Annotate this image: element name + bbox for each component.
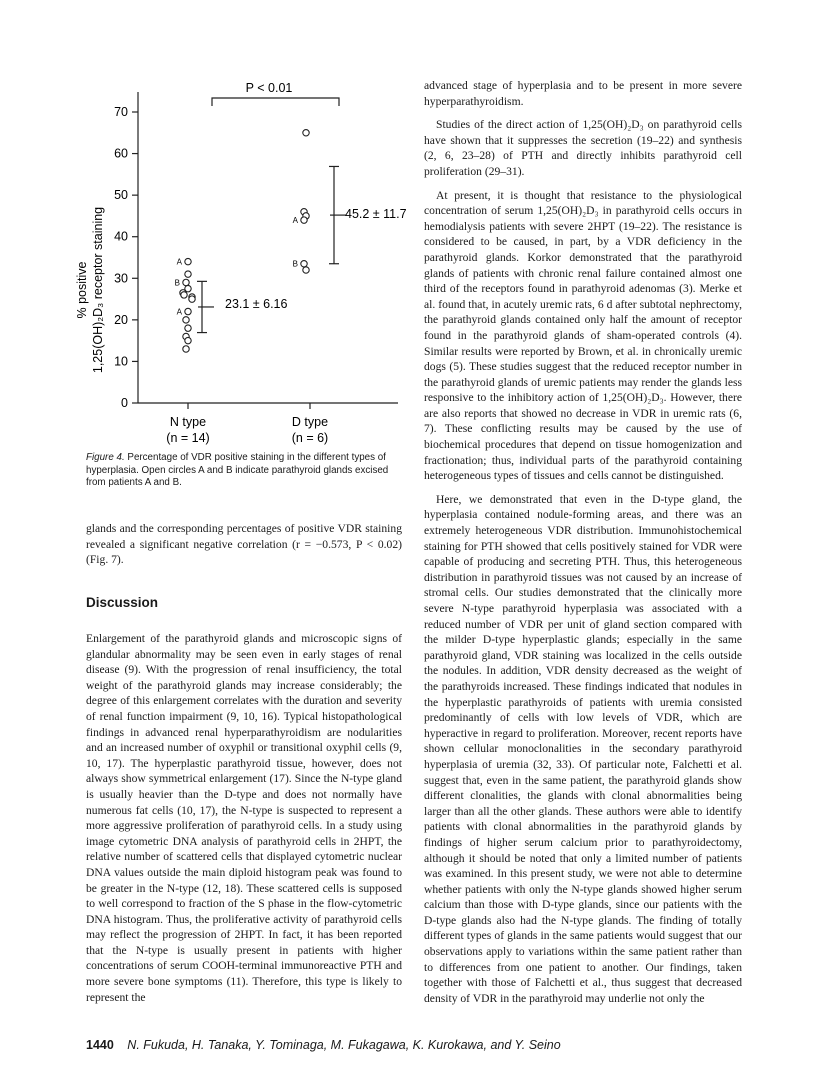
right-paragraph-1: advanced stage of hyperplasia and to be present in more severe hyperparathyroidism.: [424, 79, 742, 108]
caption-label: Figure 4.: [86, 452, 125, 463]
y-tick-label: 20: [114, 312, 128, 327]
y-axis-label-line1: % positive: [75, 261, 89, 319]
d-type-point: [301, 261, 307, 267]
n-type-point: [183, 317, 189, 323]
left-column-continuation: [86, 521, 402, 568]
y-tick-label: 50: [114, 188, 128, 203]
patient-point-label: A: [176, 307, 182, 317]
y-tick-label: 60: [114, 146, 128, 161]
right-paragraph-4: Here, we demonstrated that even in the D-type gland, the hyperplasia contained nodule-forming areas, and there was an extremely heterogeneous VDR distribution. Immunohistochemical staining for PTH showed that cells positively stained for VDR were capable of producing and secreting PTH. Thus, this heterogeneous distribution in parathyroid tissues was not caused by an increase of stromal cells. Our studies demonstrated that the clinically more severe N-type parathyroid hyperplasia was associated with a reduced number of VDR per unit of gland section compared with the milder D-type hyperplastic glands; especially in the same parathyroid gland, VDR staining was localized in the cells outside the nodules. In addition, VDR density decreased as the weight of the parathyroids increased. These findings indicated that nodules in the hyperplastic parathyroids of patients with uremia consisted predominantly of cells with low levels of VDR, which are hyperactive in regard to proliferation. Moreover, recent reports have shown cellular monoclonalities in the secondary parathyroid hyperplasia of uremia (32, 33). Of particular note, Falchetti et al. suggest that, even in the same patient, the parathyroid glands show different clonalities, the glands with clonal abnormalities being larger than all the other glands. These authors were able to identify patients with clonal abnormalities in the parathyroid glands by findings of higher serum calcium prior to parathyroidectomy, although it should be noted that only a limited number of patients was examined. In this present study, we were not able to determine whether patients with only the N-type glands showed higher serum calcium than those with D-type glands, since our patients with the D-type glands also had the N-type glands. The finding of totally different types of glands in the same patients would suggest that our observations apply to variations within the same patient rather than to differences from one patient to another. Our findings, taken together with those of Falchetti et al., thus suggest that decreased density of VDR in the parathyroid may underlie not only the: [424, 492, 742, 1005]
n-type-point: [185, 258, 191, 264]
n-type-point: [183, 346, 189, 352]
continuation-paragraph: glands and the corresponding percentages of positive VDR staining revealed a significant negative correlation (r = −0.573, P < 0.02) (Fig. 7).: [86, 522, 402, 567]
d-type-point: [301, 217, 307, 223]
footer-authors: N. Fukuda, H. Tanaka, Y. Tominaga, M. Fukagawa, K. Kurokawa, and Y. Seino: [127, 1038, 561, 1052]
n-type-point: [185, 308, 191, 314]
d-type-point: [303, 267, 309, 273]
right-paragraph-3: At present, it is thought that resistance to the physiological concentration of serum 1,25(OH)₂D₃ in parathyroid cells occurs in hemodialysis patients with severe 2HPT (19–22). The resistance is considered to be caused, in part, by a VDR deficiency in the parathyroid glands. Korkor demonstrated that the parathyroid glands of patients with chronic renal failure contained almost one third of the receptors found in parathyroid adenomas (3). Merke et al. found that, in acutely uremic rats, 6 d after subtotal nephrectomy, the parathyroid glands contained only half the amount of receptor found in the parathyroid glands of sham-operated controls (4). Similar results were reported by Brown, et al. in chronically uremic dogs (5). These studies suggest that the reduced receptor number in the parathyroid glands of uremic patients may render the glands less responsive to the inhibitory action of 1,25(OH)₂D₃. However, there are also reports that showed no decrease in VDR in uremic rats (6, 7). These conflicting results may be caused by the use of biochemical procedures that depend on tissue homogenization and fractionation; thus, individual parts of the parathyroid containing heterogeneous types of tissues and cells cannot be distinguished.: [424, 188, 742, 483]
n-type-point: [185, 325, 191, 331]
patient-point-label: A: [292, 216, 298, 226]
p-value-label: P < 0.01: [245, 81, 293, 95]
caption-text: Percentage of VDR positive staining in the different types of hyperplasia. Open circles A and B indicate parathyroid glands excised from patients A and B.: [86, 452, 389, 489]
n-type-point: [185, 337, 191, 343]
figure-caption: [86, 452, 402, 490]
n-type-mean-label: 23.1 ± 6.16: [225, 297, 288, 311]
d-type-count: (n = 6): [291, 431, 329, 445]
y-tick-label: 70: [114, 105, 128, 119]
patient-point-label: B: [292, 259, 298, 269]
figure-4-chart: [50, 70, 410, 450]
significance-bracket: [212, 98, 339, 106]
n-type-label: N type: [169, 415, 207, 429]
discussion-heading: Discussion: [86, 595, 159, 610]
y-tick-label: 10: [114, 354, 128, 369]
right-paragraph-2: Studies of the direct action of 1,25(OH)₂D₃ on parathyroid cells have shown that it suppresses the secretion (19–22) and synthesis (2, 6, 23–28) of PTH and directly inhibits parathyroid cell proliferation (29–31).: [424, 118, 742, 178]
left-column-discussion: [86, 631, 402, 1005]
patient-point-label: A: [176, 257, 182, 267]
n-type-point: [183, 279, 189, 285]
discussion-paragraph: Enlargement of the parathyroid glands and microscopic signs of glandular abnormality may be seen even in early stages of renal disease (9). With the progression of renal insufficiency, the total weight of the parathyroid glands may increase considerably; the degree of this enlargement correlates with the duration and severity of renal function impairment (9, 10, 16). Typical histopathological findings in advanced renal hyperparathyroidism are nodularities and an increased number of oxyphil or transitional oxyphil cells (9, 10, 17). The hyperplastic parathyroid tissue, however, does not always show symmetrical enlargement (17). Since the N-type gland is usually heavier than the D-type and does not normally have numerous fat cells (10, 17), the N-type is suspected to represent a more aggressive proliferation of parathyroid cells. In a study using image cytometric DNA analysis of parathyroid cells in 2HPT, the relative number of scattered cells that displayed cytometric nuclear DNA values outside the main diploid histogram peak was found to be greater in the N-type (12, 18). These scattered cells is supposed to well correspond to fraction of the S phase in the flow-cytometric DNA histogram. Thus, the proliferative activity of parathyroid cells may reflect the progression of 2HPT. In fact, it has been reported that the N-type is usually present in patients with higher concentrations of serum COOH-terminal immunoreactive PTH and more severe bone symptoms (11). Therefore, this type is likely to represent the: [86, 632, 402, 1004]
y-tick-label: 40: [114, 229, 128, 244]
y-axis-label-line2: 1,25(OH)₂D₃ receptor staining: [91, 206, 105, 374]
page-number: 1440: [86, 1038, 114, 1052]
d-type-mean-label: 45.2 ± 11.7: [345, 207, 407, 221]
n-type-count: (n = 14): [166, 431, 210, 445]
patient-point-label: B: [174, 278, 180, 288]
y-tick-label: 0: [121, 396, 128, 410]
d-type-point: [303, 130, 309, 136]
n-type-point: [181, 292, 187, 298]
right-column: [424, 78, 742, 1006]
page-footer: [86, 1038, 561, 1052]
y-tick-label: 30: [114, 271, 128, 286]
n-type-point: [185, 271, 191, 277]
d-type-label: D type: [291, 415, 329, 429]
n-type-point: [189, 296, 195, 302]
